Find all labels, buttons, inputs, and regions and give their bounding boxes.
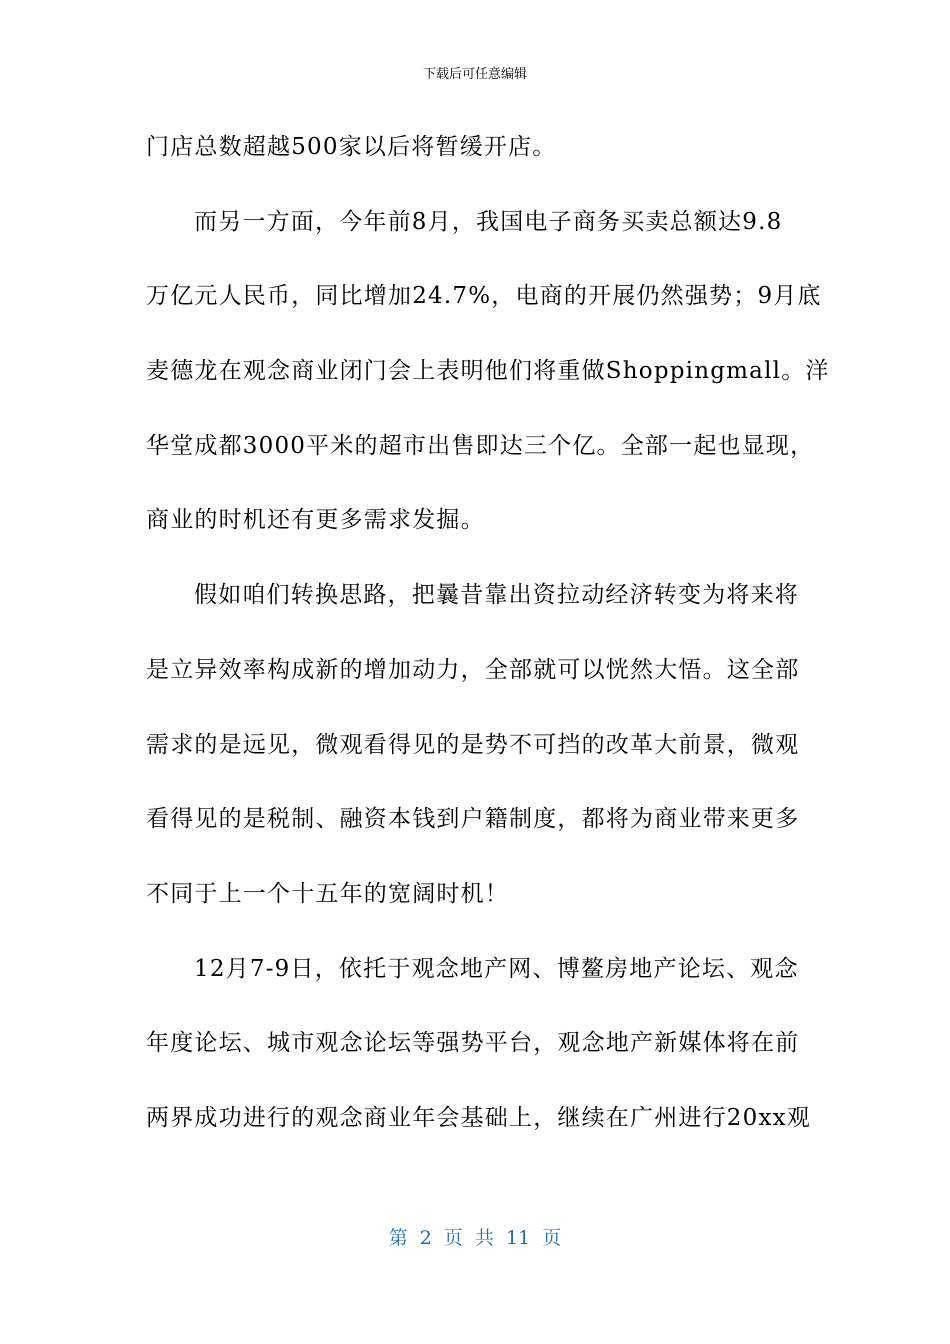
body-line: 华堂成都3000平米的超市出售即达三个亿。全部一起也显现， bbox=[146, 432, 815, 459]
body-line: 12月7-9日，依托于观念地产网、博鳌房地产论坛、观念 bbox=[194, 955, 799, 982]
body-line: 商业的时机还有更多需求发掘。 bbox=[146, 507, 485, 534]
body-line: 麦德龙在观念商业闭门会上表明他们将重做Shoppingmall。洋 bbox=[146, 358, 830, 385]
body-line: 假如咱们转换思路，把曩昔靠出资拉动经济转变为将来将 bbox=[194, 582, 799, 609]
body-line: 门店总数超越500家以后将暂缓开店。 bbox=[146, 134, 557, 160]
document-body bbox=[146, 125, 830, 1171]
body-line: 不同于上一个十五年的宽阔时机！ bbox=[146, 880, 509, 907]
body-line: 年度论坛、城市观念论坛等强势平台，观念地产新媒体将在前 bbox=[146, 1030, 800, 1057]
body-line: 需求的是远见，微观看得见的是势不可挡的改革大前景，微观 bbox=[146, 731, 800, 758]
page-number-footer: 第 2 页 共 11 页 bbox=[388, 1227, 562, 1249]
body-line: 万亿元人民币，同比增加24.7%，电商的开展仍然强势；9月底 bbox=[146, 283, 822, 310]
body-line: 而另一方面，今年前8月，我国电子商务买卖总额达9.8 bbox=[194, 208, 783, 235]
body-line: 两界成功进行的观念商业年会基础上，继续在广州进行20xx观 bbox=[146, 1104, 812, 1131]
body-line: 看得见的是税制、融资本钱到户籍制度，都将为商业带来更多 bbox=[146, 806, 800, 833]
page-header: 下载后可任意编辑 bbox=[422, 67, 527, 82]
body-line: 是立异效率构成新的增加动力，全部就可以恍然大悟。这全部 bbox=[146, 656, 800, 683]
